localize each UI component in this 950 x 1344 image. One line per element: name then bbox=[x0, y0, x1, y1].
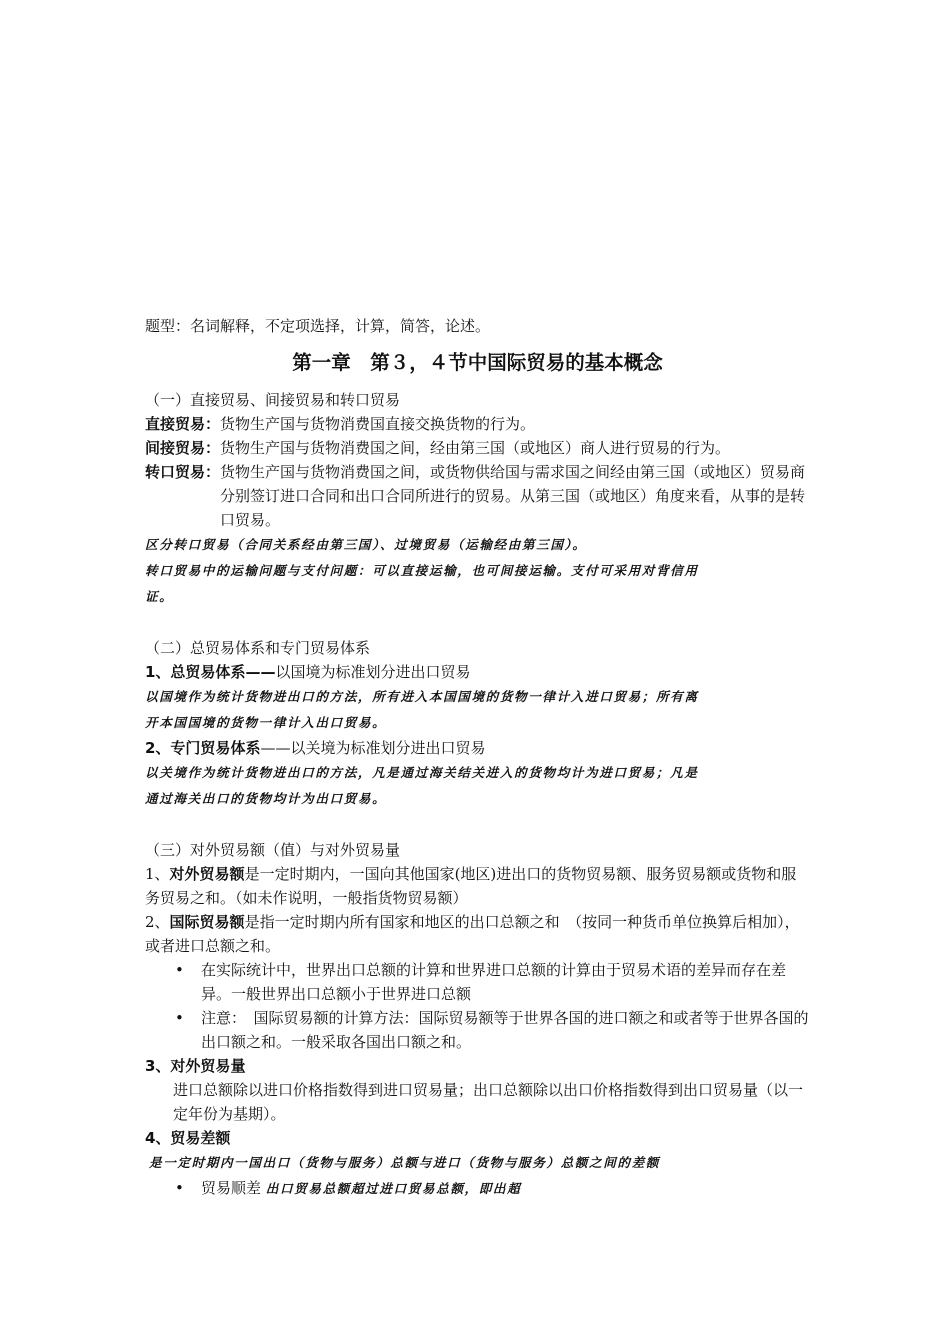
foreign-trade-value bbox=[145, 862, 810, 910]
bullet-item-1-text: 在实际统计中，世界出口总额的计算和世界进口总额的计算由于贸易术语的差异而存在差异。一般世界出口总额小于世界进口总额 bbox=[201, 961, 787, 1003]
foreign-trade-volume-text: 进口总额除以进口价格指数得到进口贸易量；出口总额除以出口价格指数得到出口贸易量（以一定年份为基期）。 bbox=[173, 1081, 804, 1123]
section-3-heading: （三）对外贸易额（值）与对外贸易量 bbox=[145, 841, 401, 859]
question-types: 题型：名词解释，不定项选择，计算，简答，论述。 bbox=[145, 317, 491, 335]
trade-balance-label: 4、贸易差额 bbox=[145, 1129, 231, 1147]
bullet-icon: • bbox=[175, 961, 184, 979]
indirect-trade-text: 货物生产国与货物消费国之间，经由第三国（或地区）商人进行贸易的行为。 bbox=[220, 439, 731, 457]
indirect-trade-definition bbox=[145, 436, 810, 460]
bullet-item-3-content bbox=[201, 1176, 810, 1201]
direct-trade-label: 直接贸易： bbox=[145, 415, 221, 433]
transit-trade-text: 货物生产国与货物消费国之间，或货物供给国与需求国之间经由第三国（或地区）贸易商分别签订进口合同和出口合同所进行的贸易。从第三国（或地区）角度来看，从事的是转口贸易。 bbox=[220, 463, 806, 529]
foreign-trade-value-term: 对外贸易额 bbox=[169, 865, 245, 883]
bullet-icon: • bbox=[175, 1179, 184, 1197]
general-trade-note-a: 以国境作为统计货物进出口的方法，所有进入本国国境的货物一律计入进口贸易；所有离 bbox=[145, 689, 699, 704]
bullet-item-2-text: 注意： 国际贸易额的计算方法：国际贸易额等于世界各国的进口额之和或者等于世界各国的出口额之和。一般采取各国出口额之和。 bbox=[201, 1009, 809, 1051]
special-trade-text: ——以关境为标准划分进出口贸易 bbox=[260, 739, 486, 757]
bullet-item-1 bbox=[175, 958, 810, 1006]
trade-balance-note: 是一定时期内一国出口（货物与服务）总额与进口（货物与服务）总额之间的差额 bbox=[149, 1155, 660, 1170]
direct-trade-definition bbox=[145, 412, 810, 436]
transit-note-2a: 转口贸易中的运输问题与支付问题：可以直接运输，也可间接运输。支付可采用对背信用 bbox=[145, 563, 699, 578]
general-trade-note-b: 开本国国境的货物一律计入出口贸易。 bbox=[145, 715, 387, 730]
transit-trade-definition bbox=[145, 460, 810, 532]
special-trade-label: 2、专门贸易体系 bbox=[145, 739, 261, 757]
special-trade-note-b: 通过海关出口的货物均计为出口贸易。 bbox=[145, 791, 387, 806]
transit-note-2b: 证。 bbox=[145, 589, 174, 604]
bullet-item-3 bbox=[175, 1176, 810, 1201]
international-trade-value-text: 是指一定时期内所有国家和地区的出口总额之和 （按同一种货币单位换算后相加），或者进口总额之和。 bbox=[145, 913, 800, 955]
international-trade-value bbox=[145, 910, 810, 958]
indirect-trade-label: 间接贸易： bbox=[145, 439, 221, 457]
international-trade-value-term: 国际贸易额 bbox=[169, 913, 245, 931]
section-1-heading: （一）直接贸易、间接贸易和转口贸易 bbox=[145, 391, 401, 409]
trade-surplus-label: 贸易顺差 bbox=[201, 1179, 262, 1197]
trade-surplus-text: 出口贸易总额超过进口贸易总额，即出超 bbox=[265, 1181, 522, 1196]
general-trade-system bbox=[145, 660, 810, 684]
special-trade-system bbox=[145, 736, 810, 760]
foreign-trade-volume-label: 3、对外贸易量 bbox=[145, 1057, 246, 1075]
direct-trade-text: 货物生产国与货物消费国直接交换货物的行为。 bbox=[220, 415, 536, 433]
item-1-number: 1、 bbox=[145, 865, 170, 883]
transit-trade-label: 转口贸易： bbox=[145, 463, 221, 481]
item-2-number: 2、 bbox=[145, 913, 170, 931]
bullet-icon: • bbox=[175, 1009, 184, 1027]
transit-note-1: 区分转口贸易（合同关系经由第三国）、过境贸易（运输经由第三国）。 bbox=[145, 537, 587, 552]
special-trade-note-a: 以关境作为统计货物进出口的方法，凡是通过海关结关进入的货物均计为进口贸易；凡是 bbox=[145, 765, 699, 780]
general-trade-label: 1、总贸易体系—— bbox=[145, 663, 276, 681]
foreign-trade-value-text: 是一定时期内，一国向其他国家(地区)进出口的货物贸易额、服务贸易额或货物和服务贸易之和。（如未作说明，一般指货物贸易额） bbox=[145, 865, 797, 907]
document-page bbox=[145, 314, 810, 1201]
section-2-heading: （二）总贸易体系和专门贸易体系 bbox=[145, 639, 371, 657]
bullet-item-2 bbox=[175, 1006, 810, 1054]
chapter-title: 第一章 第３，４节中国际贸易的基本概念 bbox=[292, 351, 663, 374]
general-trade-text: 以国境为标准划分进出口贸易 bbox=[275, 663, 471, 681]
